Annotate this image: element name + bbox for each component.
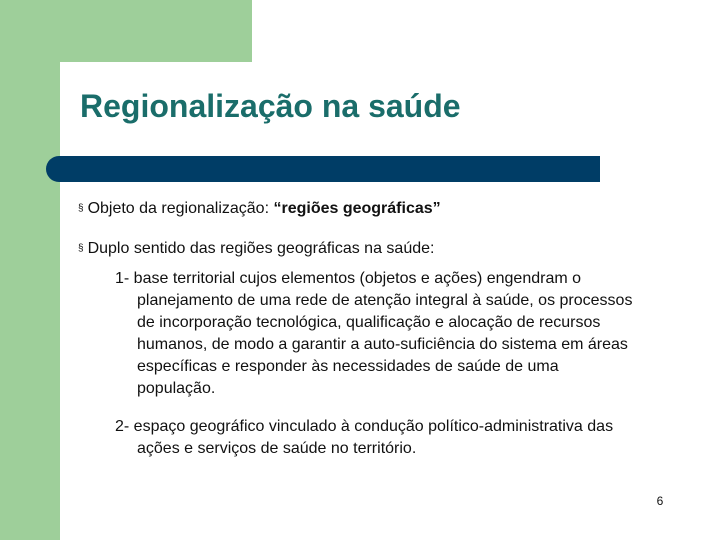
bullet-text: Objeto da regionalização: [87,200,274,217]
bullet-emphasis: “regiões geográficas” [273,200,441,217]
sub-item-line: ações e serviços de saúde no território. [137,440,417,457]
bullet-item-duplo-sentido [78,239,434,259]
sub-item-line: de incorporação tecnológica, qualificação e alocação de recursos [137,314,601,331]
bullet-marker: § [78,203,84,214]
bullet-item-objeto [78,199,441,219]
decorative-green-sidebar [0,0,60,540]
decorative-green-top-block [0,0,252,62]
page-number: 6 [656,494,664,508]
bullet-marker: § [78,243,84,254]
title-underline-bar [46,156,600,182]
sub-item-line: humanos, de modo a garantir a auto-suficiência do sistema em áreas [137,336,628,353]
bullet-text: Duplo sentido das regiões geográficas na saúde: [87,240,435,257]
sub-item-line: específicas e responder às necessidades de saúde de uma [137,358,559,375]
slide-title: Regionalização na saúde [80,88,461,124]
sub-item-espaco-geografico [115,416,700,460]
sub-item-line: 2- espaço geográfico vinculado à condução político-administrativa das [115,418,614,435]
sub-item-line: 1- base territorial cujos elementos (objetos e ações) engendram o [115,270,582,287]
sub-item-line: planejamento de uma rede de atenção integral à saúde, os processos [137,292,633,309]
sub-item-base-territorial [115,268,700,400]
sub-item-line: população. [137,380,216,397]
